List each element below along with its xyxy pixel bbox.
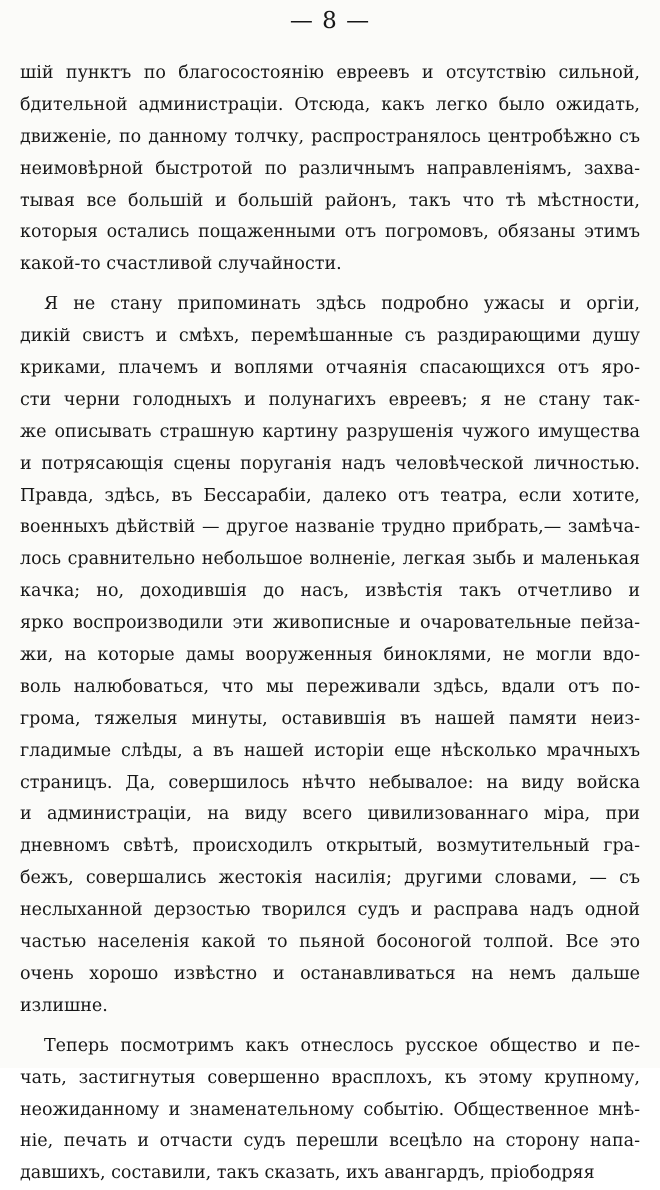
text-line: сти черни голодныхъ и полунагихъ евреевъ; я не стану так- [20,389,640,410]
text-line: же описывать страшную картину разрушенія чужого имущества [20,421,640,442]
text-line: дикій свистъ и смѣхъ, перемѣшанные съ раздирающими душу [20,326,640,347]
text-line: какой-то счастливой случайности. [20,254,342,275]
text-line: неожиданному и знаменательному событію. Общественное мнѣ- [20,1099,640,1120]
text-line: очень хорошо извѣстно и останавливаться на немъ дальше [20,963,640,984]
text-line: излишне. [20,995,108,1016]
body-text [20,58,640,1190]
paragraph [20,289,640,1022]
text-line: неимовѣрной быстротой по различнымъ направленіямъ, захва- [20,158,640,179]
text-line: Правда, здѣсь, въ Бессарабіи, далеко отъ театра, если хотите, [20,485,640,506]
text-line: жи, на которые дамы вооруженныя биноклями, не могли вдо- [20,645,640,666]
paragraph [20,1031,640,1190]
text-line: воль налюбоваться, что мы переживали здѣсь, вдали отъ по- [20,676,640,697]
text-line: шій пунктъ по благосостоянію евреевъ и отсутствію сильной, [20,63,640,83]
text-line: частью населенія какой то пьяной босоногой толпой. Все это [20,932,640,953]
text-line: чать, застигнутыя совершенно врасплохъ, къ этому крупному, [20,1067,640,1088]
text-line: ярко воспроизводили эти живописные и очаровательные пейза- [20,613,640,634]
text-line: движеніе, по данному толчку, распространялось центробѣжно съ [20,126,640,147]
text-line: дневномъ свѣтѣ, происходилъ открытый, возмутительный гра- [20,836,640,857]
text-line: давшихъ, составили, такъ сказать, ихъ авангардъ, пріободряя [20,1163,595,1184]
text-line: ніе, печать и отчасти судъ перешли всецѣло на сторону напа- [20,1131,640,1152]
text-line: криками, плачемъ и воплями отчаянія спасающихся отъ яро- [20,358,640,379]
text-line: грома, тяжелыя минуты, оставившія въ нашей памяти неиз- [20,708,640,729]
paragraph [20,58,640,281]
text-line: гладимые слѣды, а въ нашей исторіи еще нѣсколько мрачныхъ [20,740,640,761]
page-number: — 8 — [289,8,371,34]
text-line: и администраціи, на виду всего цивилизованнаго міра, при [20,804,640,825]
text-line: бежъ, совершались жестокія насилія; другими словами, — съ [20,868,640,889]
text-line: Я не стану припоминать здѣсь подробно ужасы и оргіи, [44,294,640,315]
text-line: и потрясающія сцены поруганія надъ человѣческой личностью. [20,453,640,474]
text-line: тывая все большій и большій районъ, такъ что тѣ мѣстности, [20,190,640,211]
text-line: лось сравнительно небольшое волненіе, легкая зыбь и маленькая [20,549,640,570]
text-line: Теперь посмотримъ какъ отнеслось русское общество и пе- [44,1035,640,1056]
text-line: военныхъ дѣйствій — другое названіе трудно прибрать,— замѣча- [20,517,640,538]
text-line: неслыханной дерзостью творился судъ и расправа надъ одной [20,900,640,921]
text-line: которыя остались пощаженными отъ погромовъ, обязаны этимъ [20,222,640,243]
text-line: бдительной администраціи. Отсюда, какъ легко было ожидать, [20,94,640,115]
text-line: качка; но, доходившія до насъ, извѣстія такъ отчетливо и [20,581,640,602]
text-line: страницъ. Да, совершилось нѣчто небывалое: на виду войска [20,772,640,793]
